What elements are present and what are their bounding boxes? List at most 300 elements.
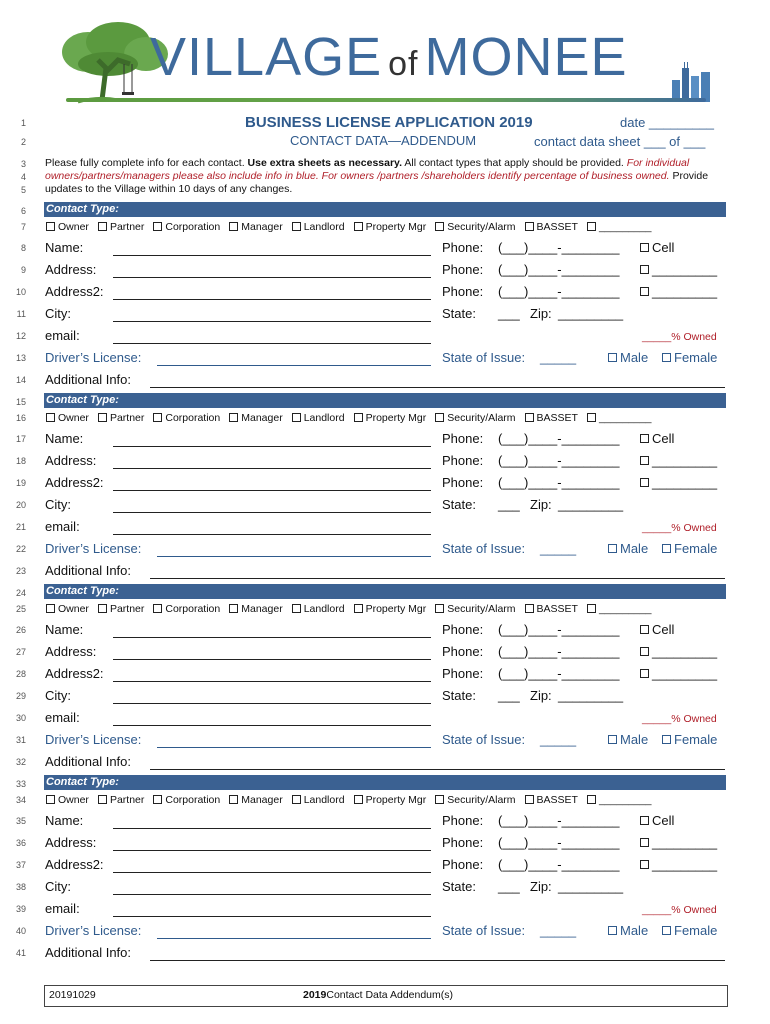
contact-type-option[interactable] bbox=[153, 603, 220, 615]
contact-type-option[interactable] bbox=[98, 603, 144, 615]
contact-type-option[interactable] bbox=[229, 412, 282, 424]
phone-type-blank: _________ bbox=[652, 284, 718, 299]
phone-input[interactable]: (___)____-________ bbox=[498, 475, 620, 490]
instructions-blue-note: For individual owners/partners/managers please also include info in blue. bbox=[45, 157, 690, 182]
drivers-license-label: Driver’s License: bbox=[45, 923, 142, 938]
zip-input[interactable]: _________ bbox=[558, 497, 624, 512]
line-number: 19 bbox=[15, 478, 26, 488]
checkbox-icon[interactable] bbox=[640, 816, 649, 825]
state-input[interactable]: ___ bbox=[498, 688, 520, 703]
address-input[interactable] bbox=[113, 277, 431, 278]
contact-type-option[interactable] bbox=[98, 412, 144, 424]
contact-type-label: Partner bbox=[109, 603, 145, 615]
contact-type-bar: Contact Type: bbox=[44, 393, 726, 408]
contact-type-label: Landlord bbox=[303, 221, 345, 233]
contact-type-other[interactable] bbox=[587, 412, 652, 424]
checkbox-icon[interactable] bbox=[640, 456, 649, 465]
contact-type-option[interactable] bbox=[525, 412, 578, 424]
email-label: email: bbox=[45, 328, 80, 343]
phone-label: Phone: bbox=[442, 622, 484, 637]
phone-label: Phone: bbox=[442, 857, 484, 872]
contact-type-options bbox=[46, 794, 661, 806]
contact-type-option[interactable] bbox=[435, 412, 515, 424]
line-number: 31 bbox=[15, 735, 26, 745]
checkbox-icon[interactable] bbox=[608, 544, 617, 553]
contact-type-option[interactable] bbox=[435, 794, 515, 806]
line-number: 32 bbox=[15, 757, 26, 767]
drivers-license-input[interactable] bbox=[157, 747, 431, 748]
email-label: email: bbox=[45, 519, 80, 534]
zip-input[interactable]: _________ bbox=[558, 688, 624, 703]
phone-type-other[interactable] bbox=[640, 475, 717, 490]
phone-type-other[interactable] bbox=[640, 284, 717, 299]
contact-type-option[interactable] bbox=[525, 794, 578, 806]
male-option[interactable] bbox=[608, 350, 648, 365]
city-input[interactable] bbox=[113, 894, 431, 895]
additional-info-label: Additional Info: bbox=[45, 563, 132, 578]
percent-owned-field[interactable]: _____% Owned bbox=[642, 713, 717, 725]
instructions-text: Provide updates to the Village within 10 days of any changes. bbox=[45, 170, 709, 195]
name-input[interactable] bbox=[113, 255, 431, 256]
contact-type-option[interactable] bbox=[229, 794, 282, 806]
name-label: Name: bbox=[45, 240, 84, 255]
contact-type-other-blank: _________ bbox=[598, 603, 652, 615]
contact-type-option[interactable] bbox=[46, 221, 89, 233]
zip-label: Zip: bbox=[530, 688, 552, 703]
contact-type-options bbox=[46, 221, 661, 233]
checkbox-icon[interactable] bbox=[153, 795, 162, 804]
phone-input[interactable]: (___)____-________ bbox=[498, 666, 620, 681]
checkbox-icon[interactable] bbox=[640, 625, 649, 634]
additional-info-input[interactable] bbox=[150, 769, 725, 770]
additional-info-label: Additional Info: bbox=[45, 372, 132, 387]
state-label: State: bbox=[442, 879, 476, 894]
line-number: 1 bbox=[20, 118, 26, 128]
line-number: 22 bbox=[15, 544, 26, 554]
percent-owned-field[interactable]: _____% Owned bbox=[642, 904, 717, 916]
skyline-icon bbox=[670, 62, 714, 102]
contact-type-label: BASSET bbox=[536, 412, 578, 424]
phone-label: Phone: bbox=[442, 453, 484, 468]
address2-label: Address2: bbox=[45, 666, 104, 681]
address-input[interactable] bbox=[113, 850, 431, 851]
contact-type-label: Owner bbox=[58, 794, 89, 806]
contact-type-other-blank: _________ bbox=[598, 221, 652, 233]
contact-type-label: Corporation bbox=[165, 603, 221, 615]
phone-input[interactable]: (___)____-________ bbox=[498, 622, 620, 637]
female-option[interactable] bbox=[662, 350, 717, 365]
checkbox-icon[interactable] bbox=[525, 604, 534, 613]
checkbox-icon[interactable] bbox=[525, 222, 534, 231]
checkbox-icon[interactable] bbox=[640, 838, 649, 847]
checkbox-icon[interactable] bbox=[354, 222, 363, 231]
line-number: 34 bbox=[15, 795, 26, 805]
checkbox-icon[interactable] bbox=[435, 795, 444, 804]
line-number: 11 bbox=[16, 309, 26, 319]
contact-type-label: Manager bbox=[241, 603, 283, 615]
instructions-percentage-note: For owners /partners /shareholders identify percentage of business owned. bbox=[321, 170, 670, 182]
phone-type-other[interactable] bbox=[640, 644, 717, 659]
contact-type-option[interactable] bbox=[46, 412, 89, 424]
contact-type-other[interactable] bbox=[587, 603, 652, 615]
male-label: Male bbox=[620, 350, 649, 365]
line-number: 14 bbox=[15, 375, 26, 385]
checkbox-icon[interactable] bbox=[98, 222, 107, 231]
contact-type-option[interactable] bbox=[98, 221, 144, 233]
contact-type-label: Corporation bbox=[165, 412, 221, 424]
checkbox-icon[interactable] bbox=[46, 222, 55, 231]
line-number: 7 bbox=[20, 222, 26, 232]
line-number: 25 bbox=[15, 604, 26, 614]
checkbox-icon[interactable] bbox=[640, 434, 649, 443]
contact-type-bar: Contact Type: bbox=[44, 584, 726, 599]
line-number: 35 bbox=[15, 816, 26, 826]
checkbox-icon[interactable] bbox=[292, 604, 301, 613]
phone-label: Phone: bbox=[442, 835, 484, 850]
contact-type-option[interactable] bbox=[153, 412, 220, 424]
phone-type-other[interactable] bbox=[640, 666, 717, 681]
checkbox-icon[interactable] bbox=[229, 604, 238, 613]
contact-type-option[interactable] bbox=[435, 603, 515, 615]
contact-type-option[interactable] bbox=[354, 794, 427, 806]
state-of-issue-label: State of Issue: bbox=[442, 350, 526, 365]
city-label: City: bbox=[45, 306, 71, 321]
contact-type-label: Landlord bbox=[303, 794, 345, 806]
checkbox-icon[interactable] bbox=[98, 795, 107, 804]
contact-type-option[interactable] bbox=[354, 603, 427, 615]
checkbox-icon[interactable] bbox=[435, 222, 444, 231]
name-input[interactable] bbox=[113, 828, 431, 829]
date-field[interactable]: date _________ bbox=[620, 115, 714, 130]
female-label: Female bbox=[674, 541, 718, 556]
checkbox-icon[interactable] bbox=[587, 604, 596, 613]
contact-type-option[interactable] bbox=[98, 794, 144, 806]
additional-info-input[interactable] bbox=[150, 578, 725, 579]
address-input[interactable] bbox=[113, 659, 431, 660]
contact-type-label: BASSET bbox=[536, 603, 578, 615]
checkbox-icon[interactable] bbox=[153, 604, 162, 613]
contact-type-label: Landlord bbox=[303, 412, 345, 424]
male-option[interactable] bbox=[608, 541, 648, 556]
additional-info-input[interactable] bbox=[150, 960, 725, 961]
line-number: 30 bbox=[15, 713, 26, 723]
checkbox-icon[interactable] bbox=[608, 926, 617, 935]
drivers-license-input[interactable] bbox=[157, 556, 431, 557]
contact-type-options bbox=[46, 412, 661, 424]
checkbox-icon[interactable] bbox=[662, 926, 671, 935]
contact-type-label: Owner bbox=[58, 412, 89, 424]
state-of-issue-input[interactable]: _____ bbox=[540, 541, 577, 556]
phone-input[interactable]: (___)____-________ bbox=[498, 240, 620, 255]
state-of-issue-input[interactable]: _____ bbox=[540, 350, 577, 365]
contact-type-label: Manager bbox=[241, 221, 283, 233]
contact-type-option[interactable] bbox=[525, 603, 578, 615]
phone-type-other[interactable] bbox=[640, 857, 717, 872]
contact-type-label: Partner bbox=[109, 794, 145, 806]
city-input[interactable] bbox=[113, 321, 431, 322]
email-label: email: bbox=[45, 710, 80, 725]
contact-type-option[interactable] bbox=[153, 794, 220, 806]
phone-input[interactable]: (___)____-________ bbox=[498, 284, 620, 299]
address2-input[interactable] bbox=[113, 681, 431, 682]
contact-type-label: Security/Alarm bbox=[447, 794, 516, 806]
contact-type-option[interactable] bbox=[229, 603, 282, 615]
instructions-bold: Use extra sheets as necessary. bbox=[247, 157, 403, 169]
logo-underline bbox=[66, 98, 706, 102]
line-number: 26 bbox=[15, 625, 26, 635]
zip-input[interactable]: _________ bbox=[558, 879, 624, 894]
state-label: State: bbox=[442, 497, 476, 512]
phone-type-blank: _________ bbox=[652, 835, 718, 850]
phone-type-other[interactable] bbox=[640, 453, 717, 468]
checkbox-icon[interactable] bbox=[587, 222, 596, 231]
checkbox-icon[interactable] bbox=[46, 795, 55, 804]
line-number: 13 bbox=[15, 353, 26, 363]
contact-type-other[interactable] bbox=[587, 794, 652, 806]
contact-type-option[interactable] bbox=[292, 794, 345, 806]
checkbox-icon[interactable] bbox=[229, 795, 238, 804]
line-number: 21 bbox=[15, 522, 26, 532]
state-input[interactable]: ___ bbox=[498, 879, 520, 894]
email-input[interactable] bbox=[113, 725, 431, 726]
line-number: 28 bbox=[15, 669, 26, 679]
contact-type-option[interactable] bbox=[46, 603, 89, 615]
contact-type-label: Partner bbox=[109, 412, 145, 424]
zip-label: Zip: bbox=[530, 497, 552, 512]
village-logo bbox=[58, 20, 718, 108]
logo-title bbox=[150, 26, 628, 88]
line-number: 17 bbox=[15, 434, 26, 444]
checkbox-icon[interactable] bbox=[354, 604, 363, 613]
state-label: State: bbox=[442, 688, 476, 703]
checkbox-icon[interactable] bbox=[153, 222, 162, 231]
phone-input[interactable]: (___)____-________ bbox=[498, 453, 620, 468]
checkbox-icon[interactable] bbox=[435, 604, 444, 613]
checkbox-icon[interactable] bbox=[46, 413, 55, 422]
line-number: 24 bbox=[15, 588, 26, 598]
phone-input[interactable]: (___)____-________ bbox=[498, 644, 620, 659]
contact-type-option[interactable] bbox=[153, 221, 220, 233]
female-option[interactable] bbox=[662, 541, 717, 556]
phone-type-other[interactable] bbox=[640, 262, 717, 277]
line-number: 15 bbox=[15, 397, 26, 407]
checkbox-icon[interactable] bbox=[98, 604, 107, 613]
additional-info-label: Additional Info: bbox=[45, 754, 132, 769]
contact-type-option[interactable] bbox=[46, 794, 89, 806]
cell-option[interactable] bbox=[640, 622, 674, 637]
address2-input[interactable] bbox=[113, 490, 431, 491]
cell-label: Cell bbox=[652, 622, 675, 637]
drivers-license-input[interactable] bbox=[157, 938, 431, 939]
phone-type-blank: _________ bbox=[652, 644, 718, 659]
address2-input[interactable] bbox=[113, 299, 431, 300]
name-label: Name: bbox=[45, 813, 84, 828]
form-title: BUSINESS LICENSE APPLICATION 2019 bbox=[245, 114, 533, 131]
phone-input[interactable]: (___)____-________ bbox=[498, 813, 620, 828]
percent-owned-field[interactable]: _____% Owned bbox=[642, 331, 717, 343]
phone-type-blank: _________ bbox=[652, 475, 718, 490]
phone-label: Phone: bbox=[442, 666, 484, 681]
drivers-license-input[interactable] bbox=[157, 365, 431, 366]
male-label: Male bbox=[620, 923, 649, 938]
checkbox-icon[interactable] bbox=[587, 413, 596, 422]
phone-label: Phone: bbox=[442, 431, 484, 446]
checkbox-icon[interactable] bbox=[153, 413, 162, 422]
form-subtitle: CONTACT DATA—ADDENDUM bbox=[290, 133, 477, 148]
contact-type-option[interactable] bbox=[229, 221, 282, 233]
state-label: State: bbox=[442, 306, 476, 321]
name-input[interactable] bbox=[113, 637, 431, 638]
line-number: 5 bbox=[20, 185, 26, 195]
checkbox-icon[interactable] bbox=[587, 795, 596, 804]
checkbox-icon[interactable] bbox=[98, 413, 107, 422]
checkbox-icon[interactable] bbox=[640, 287, 649, 296]
checkbox-icon[interactable] bbox=[292, 795, 301, 804]
contact-type-label: Manager bbox=[241, 412, 283, 424]
contact-type-option[interactable] bbox=[292, 221, 345, 233]
contact-type-bar: Contact Type: bbox=[44, 202, 726, 217]
female-label: Female bbox=[674, 923, 718, 938]
phone-input[interactable]: (___)____-________ bbox=[498, 262, 620, 277]
cell-option[interactable] bbox=[640, 813, 674, 828]
checkbox-icon[interactable] bbox=[608, 353, 617, 362]
checkbox-icon[interactable] bbox=[662, 544, 671, 553]
phone-type-blank: _________ bbox=[652, 666, 718, 681]
checkbox-icon[interactable] bbox=[640, 647, 649, 656]
email-input[interactable] bbox=[113, 343, 431, 344]
checkbox-icon[interactable] bbox=[608, 735, 617, 744]
phone-input[interactable]: (___)____-________ bbox=[498, 431, 620, 446]
phone-type-blank: _________ bbox=[652, 857, 718, 872]
contact-type-option[interactable] bbox=[525, 221, 578, 233]
line-number: 39 bbox=[15, 904, 26, 914]
contact-type-label: Corporation bbox=[165, 794, 221, 806]
contact-type-label: Property Mgr bbox=[365, 412, 427, 424]
contact-type-option[interactable] bbox=[435, 221, 515, 233]
cell-option[interactable] bbox=[640, 240, 674, 255]
checkbox-icon[interactable] bbox=[640, 860, 649, 869]
phone-type-other[interactable] bbox=[640, 835, 717, 850]
drivers-license-label: Driver’s License: bbox=[45, 732, 142, 747]
line-number: 18 bbox=[15, 456, 26, 466]
contact-type-label: Owner bbox=[58, 221, 89, 233]
female-option[interactable] bbox=[662, 732, 717, 747]
additional-info-input[interactable] bbox=[150, 387, 725, 388]
state-of-issue-label: State of Issue: bbox=[442, 732, 526, 747]
logo-word-village: VILLAGE bbox=[150, 27, 383, 87]
line-number: 9 bbox=[20, 265, 26, 275]
email-input[interactable] bbox=[113, 534, 431, 535]
state-of-issue-input[interactable]: _____ bbox=[540, 923, 577, 938]
city-label: City: bbox=[45, 497, 71, 512]
contact-type-other[interactable] bbox=[587, 221, 652, 233]
city-input[interactable] bbox=[113, 512, 431, 513]
contact-type-label: Security/Alarm bbox=[447, 221, 516, 233]
name-input[interactable] bbox=[113, 446, 431, 447]
contact-type-option[interactable] bbox=[292, 412, 345, 424]
line-number: 20 bbox=[15, 500, 26, 510]
checkbox-icon[interactable] bbox=[640, 243, 649, 252]
zip-input[interactable]: _________ bbox=[558, 306, 624, 321]
checkbox-icon[interactable] bbox=[229, 222, 238, 231]
phone-input[interactable]: (___)____-________ bbox=[498, 835, 620, 850]
female-option[interactable] bbox=[662, 923, 717, 938]
contact-type-bar: Contact Type: bbox=[44, 775, 726, 790]
contact-type-label: Manager bbox=[241, 794, 283, 806]
phone-type-blank: _________ bbox=[652, 262, 718, 277]
checkbox-icon[interactable] bbox=[640, 478, 649, 487]
phone-label: Phone: bbox=[442, 813, 484, 828]
contact-type-option[interactable] bbox=[354, 412, 427, 424]
male-option[interactable] bbox=[608, 732, 648, 747]
checkbox-icon[interactable] bbox=[46, 604, 55, 613]
checkbox-icon[interactable] bbox=[292, 222, 301, 231]
line-number: 10 bbox=[15, 287, 26, 297]
checkbox-icon[interactable] bbox=[525, 795, 534, 804]
contact-type-other-blank: _________ bbox=[598, 412, 652, 424]
instructions bbox=[45, 157, 725, 196]
phone-label: Phone: bbox=[442, 284, 484, 299]
phone-label: Phone: bbox=[442, 475, 484, 490]
city-label: City: bbox=[45, 879, 71, 894]
phone-label: Phone: bbox=[442, 240, 484, 255]
checkbox-icon[interactable] bbox=[229, 413, 238, 422]
email-input[interactable] bbox=[113, 916, 431, 917]
additional-info-label: Additional Info: bbox=[45, 945, 132, 960]
checkbox-icon[interactable] bbox=[640, 265, 649, 274]
checkbox-icon[interactable] bbox=[662, 735, 671, 744]
contact-type-option[interactable] bbox=[354, 221, 427, 233]
line-number: 23 bbox=[15, 566, 26, 576]
line-number: 12 bbox=[15, 331, 26, 341]
footer bbox=[44, 985, 728, 1007]
checkbox-icon[interactable] bbox=[354, 795, 363, 804]
zip-label: Zip: bbox=[530, 879, 552, 894]
percent-owned-field[interactable]: _____% Owned bbox=[642, 522, 717, 534]
checkbox-icon[interactable] bbox=[640, 669, 649, 678]
male-label: Male bbox=[620, 541, 649, 556]
checkbox-icon[interactable] bbox=[435, 413, 444, 422]
contact-type-label: Corporation bbox=[165, 221, 221, 233]
address2-label: Address2: bbox=[45, 284, 104, 299]
contact-type-label: BASSET bbox=[536, 794, 578, 806]
cell-option[interactable] bbox=[640, 431, 674, 446]
checkbox-icon[interactable] bbox=[354, 413, 363, 422]
line-number: 29 bbox=[15, 691, 26, 701]
address2-label: Address2: bbox=[45, 475, 104, 490]
checkbox-icon[interactable] bbox=[662, 353, 671, 362]
state-input[interactable]: ___ bbox=[498, 306, 520, 321]
phone-input[interactable]: (___)____-________ bbox=[498, 857, 620, 872]
state-input[interactable]: ___ bbox=[498, 497, 520, 512]
city-input[interactable] bbox=[113, 703, 431, 704]
checkbox-icon[interactable] bbox=[525, 413, 534, 422]
line-number: 38 bbox=[15, 882, 26, 892]
sheet-count-field[interactable]: contact data sheet ___ of ___ bbox=[534, 134, 706, 149]
contact-type-label: Security/Alarm bbox=[447, 603, 516, 615]
phone-label: Phone: bbox=[442, 644, 484, 659]
state-of-issue-input[interactable]: _____ bbox=[540, 732, 577, 747]
address-input[interactable] bbox=[113, 468, 431, 469]
checkbox-icon[interactable] bbox=[292, 413, 301, 422]
male-option[interactable] bbox=[608, 923, 648, 938]
address2-input[interactable] bbox=[113, 872, 431, 873]
contact-type-other-blank: _________ bbox=[598, 794, 652, 806]
address-label: Address: bbox=[45, 453, 97, 468]
contact-type-option[interactable] bbox=[292, 603, 345, 615]
female-label: Female bbox=[674, 732, 718, 747]
drivers-license-label: Driver’s License: bbox=[45, 541, 142, 556]
